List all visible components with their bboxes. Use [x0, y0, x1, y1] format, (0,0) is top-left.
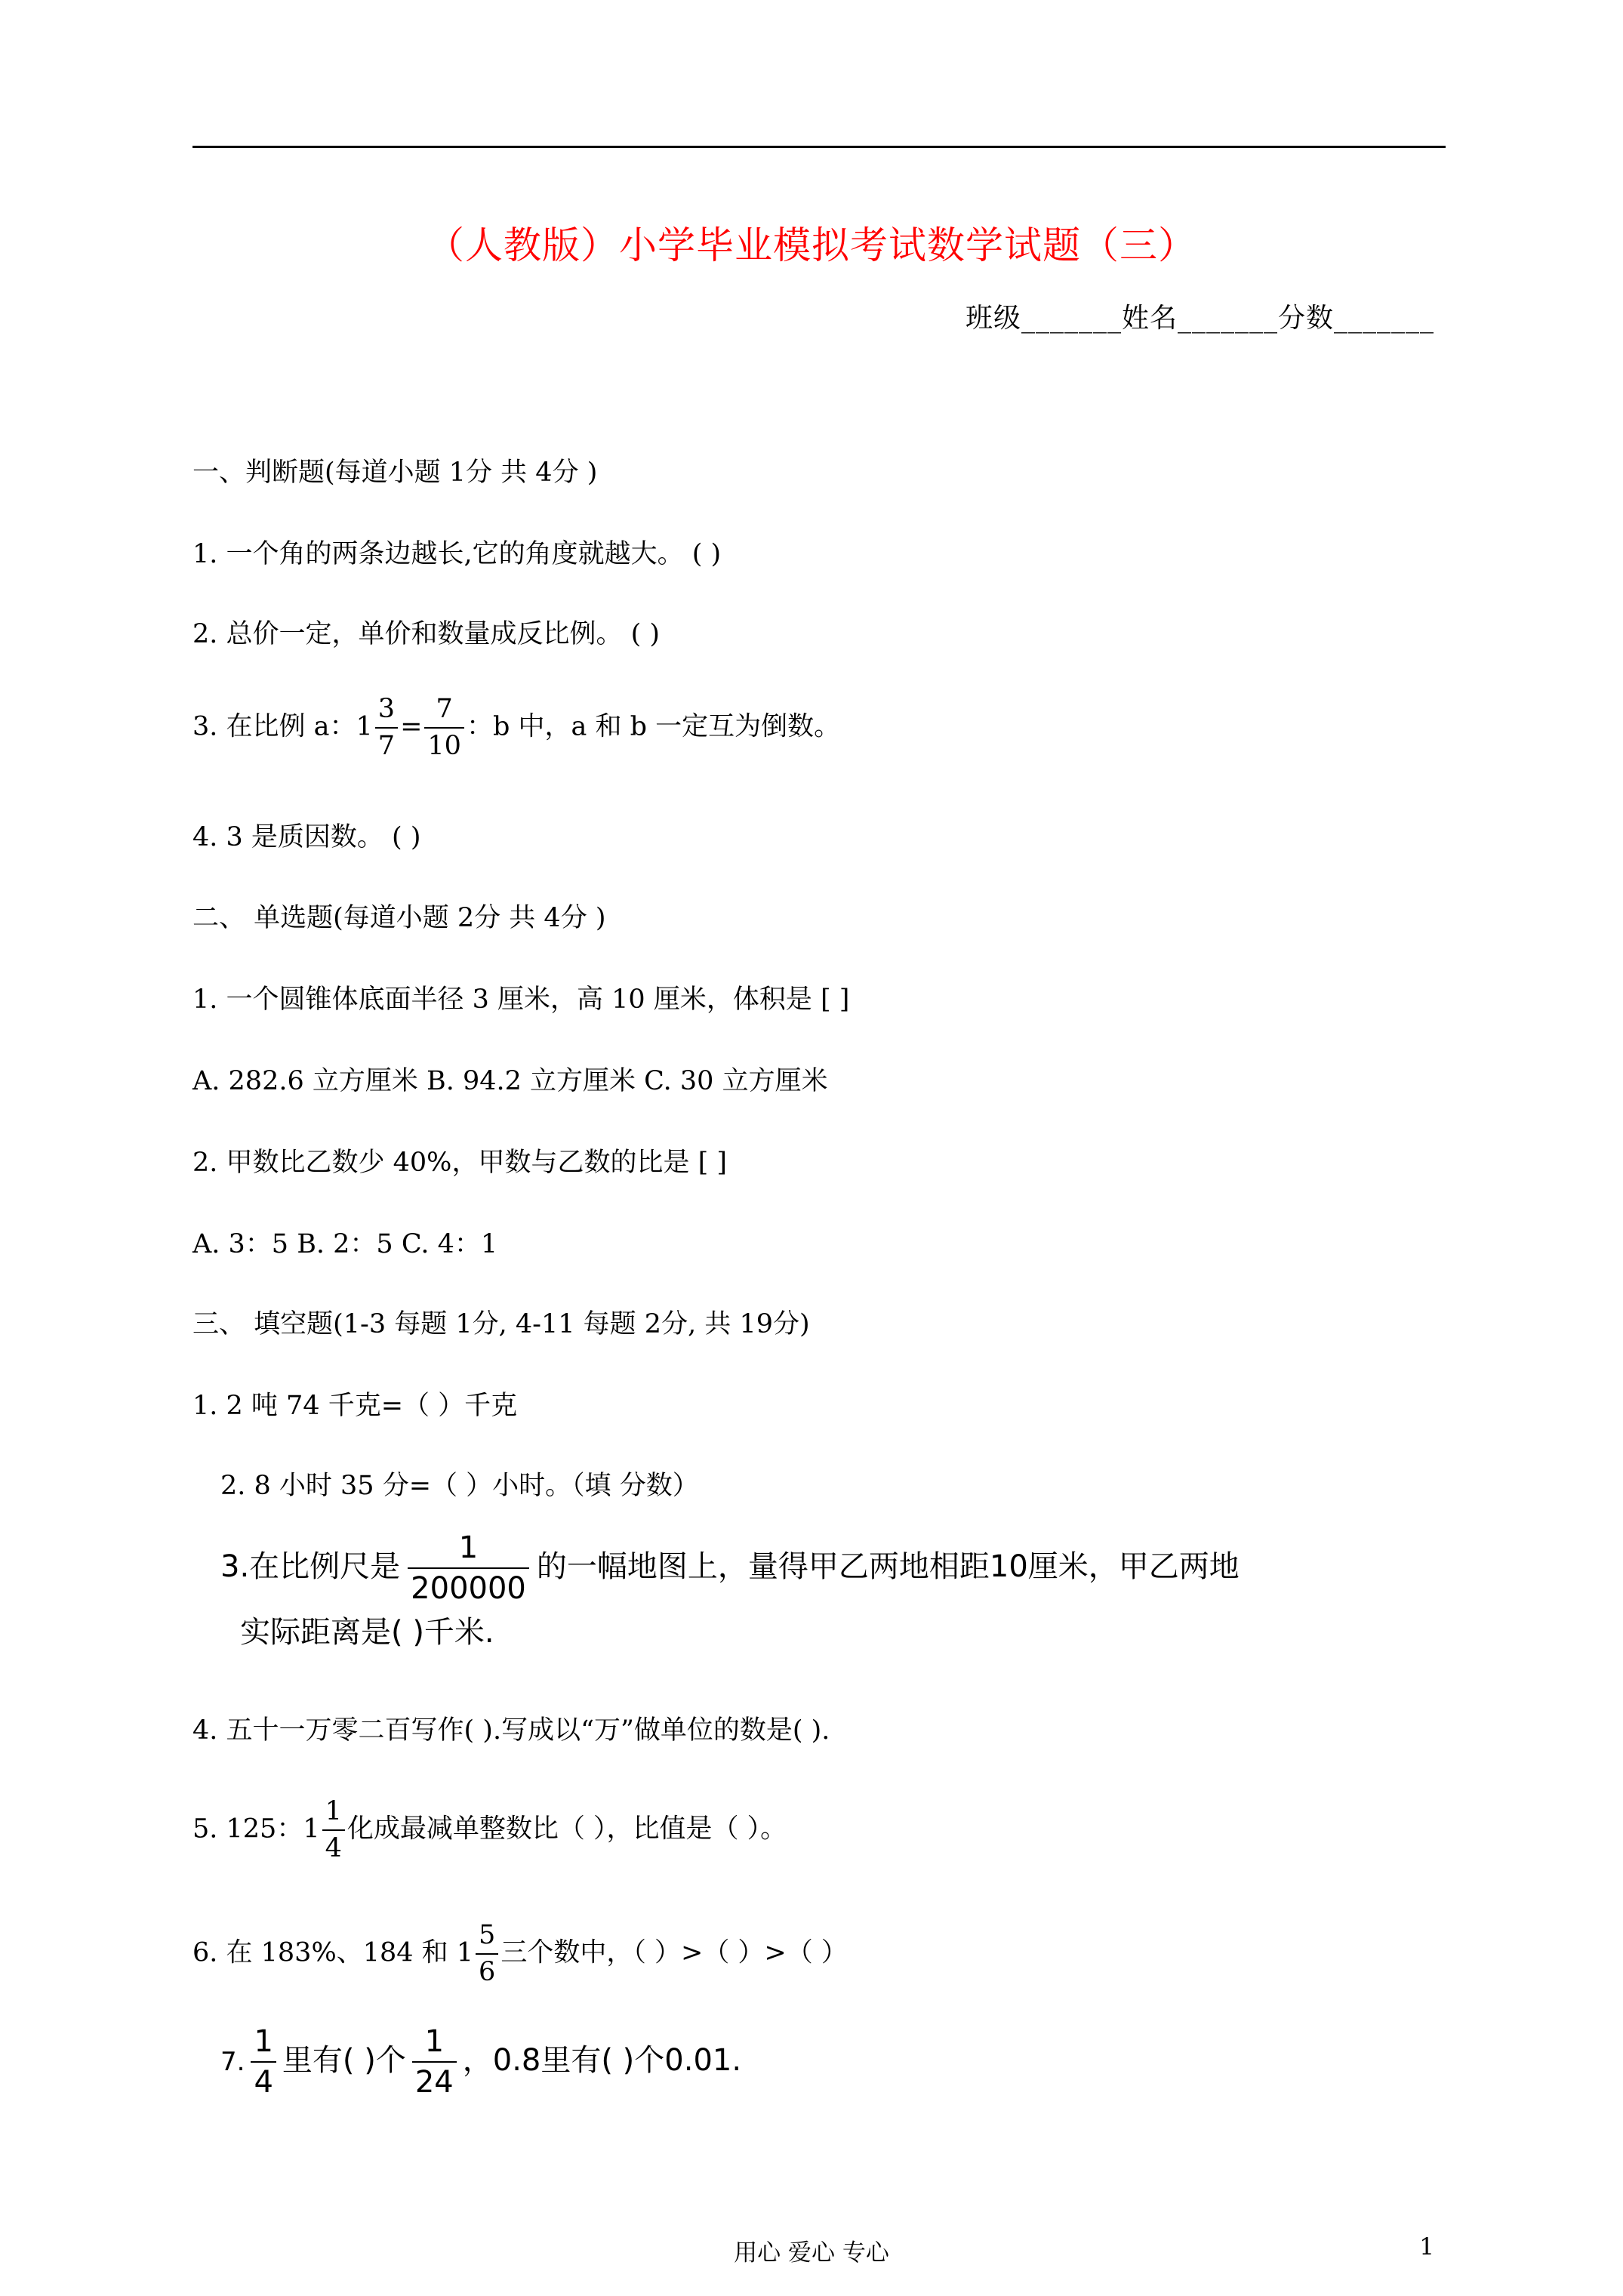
section2-heading: 二、 单选题(每道小题 2分 共 4分 )	[192, 903, 606, 933]
s3-question-3-line2: 实际距离是( )千米.	[240, 1615, 494, 1650]
s3-question-6	[192, 1922, 848, 1986]
page-title: （人教版）小学毕业模拟考试数学试题（三）	[427, 223, 1196, 267]
s2-question-2-options: A. 3：5 B. 2：5 C. 4：1	[192, 1229, 498, 1259]
s3-q7-fraction-2: $\frac{1}{24}$	[412, 2026, 457, 2097]
s1-q3-prefix: 3. 在比例 a：1	[192, 711, 373, 742]
class-blank: _______	[1021, 303, 1122, 334]
s3-q3-prefix: 3.在比例尺是	[220, 1549, 401, 1584]
header-rule	[192, 146, 1446, 148]
s3-question-7	[220, 2024, 742, 2100]
s1-q3-equals: =	[400, 711, 423, 742]
s3-q3-scale-fraction: $\frac{1}{200000}$	[408, 1533, 529, 1604]
section3-heading: 三、 填空题(1-3 每题 1分, 4-11 每题 2分, 共 19分)	[192, 1309, 810, 1339]
s1-question-2: 2. 总价一定，单价和数量成反比例。 ( )	[192, 619, 661, 649]
class-label: 班级	[965, 303, 1021, 334]
student-info	[965, 297, 1434, 335]
score-label: 分数	[1277, 303, 1334, 334]
footer-motto: 用心 爱心 专心	[734, 2239, 889, 2267]
name-label: 姓名	[1121, 303, 1178, 334]
s1-question-4: 4. 3 是质因数。 ( )	[192, 822, 421, 852]
s3-q5-fraction: $\frac{1}{4}$	[322, 1798, 345, 1862]
s3-question-4: 4. 五十一万零二百写作( ).写成以“万”做单位的数是( ).	[192, 1715, 830, 1746]
s3-q6-prefix: 6. 在 183%、184 和 1	[192, 1937, 474, 1968]
s3-question-3	[220, 1530, 1240, 1606]
s3-q7-prefix: 7.	[220, 2047, 245, 2077]
s3-q7-suffix: ，0.8里有( )个0.01.	[462, 2043, 742, 2078]
page-number: 1	[1419, 2233, 1434, 2261]
s3-q6-fraction: $\frac{5}{6}$	[476, 1922, 498, 1986]
score-blank: _______	[1334, 303, 1434, 334]
name-blank: _______	[1177, 303, 1278, 334]
s3-q6-suffix: 三个数中，（ ）>（ ）>（ ）	[500, 1937, 848, 1968]
s3-q7-mid: 里有( )个	[282, 2043, 406, 2078]
s2-question-2: 2. 甲数比乙数少 40%，甲数与乙数的比是 [ ]	[192, 1148, 727, 1178]
s3-question-5	[192, 1798, 787, 1862]
s1-question-3	[192, 696, 840, 760]
s3-question-1: 1. 2 吨 74 千克=（ ）千克	[192, 1391, 518, 1421]
s1-q3-fraction-2: $\frac{7}{10}$	[424, 696, 464, 760]
s3-question-2: 2. 8 小时 35 分=（ ）小时。（填 分数）	[220, 1471, 699, 1501]
s2-question-1-options: A. 282.6 立方厘米 B. 94.2 立方厘米 C. 30 立方厘米	[192, 1066, 828, 1096]
section1-heading: 一、判断题(每道小题 1分 共 4分 )	[192, 458, 598, 488]
s2-question-1: 1. 一个圆锥体底面半径 3 厘米，高 10 厘米，体积是 [ ]	[192, 985, 850, 1015]
s3-q3-suffix: 的一幅地图上，量得甲乙两地相距10厘米，甲乙两地	[536, 1549, 1240, 1584]
s3-q7-fraction-1: $\frac{1}{4}$	[251, 2026, 276, 2097]
s3-q5-prefix: 5. 125：1	[192, 1814, 320, 1845]
s3-q5-suffix: 化成最减单整数比（ ），比值是（ ）。	[346, 1814, 787, 1845]
s1-q3-fraction-1: $\frac{3}{7}$	[375, 696, 398, 760]
s1-question-1: 1. 一个角的两条边越长,它的角度就越大。 ( )	[192, 539, 722, 569]
s1-q3-suffix: ：b 中，a 和 b 一定互为倒数。	[466, 711, 841, 742]
